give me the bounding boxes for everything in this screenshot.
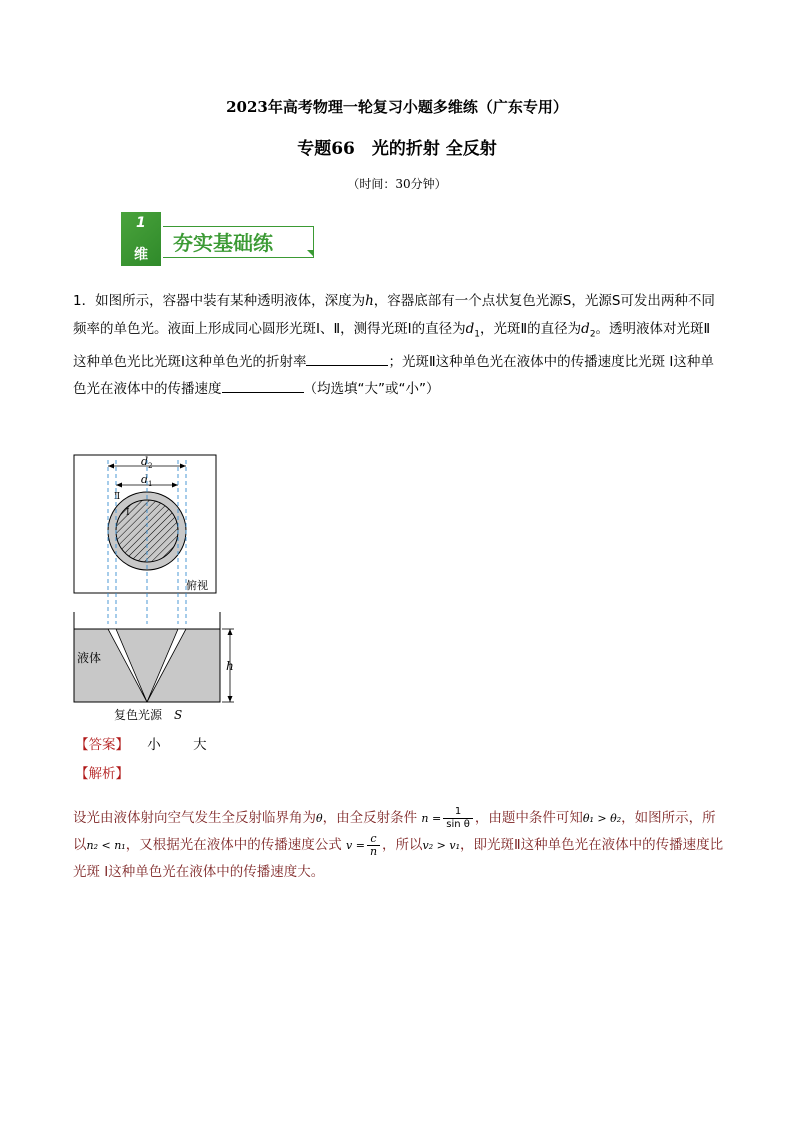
var-h: h [365, 293, 374, 309]
time-limit: （时间：30分钟） [347, 177, 447, 191]
analysis-text-segment: 设光由液体射向空气发生全反射临界角为 [73, 810, 316, 826]
analysis-text-segment: ，由全反射条件 [322, 810, 418, 826]
v-eq: v = [346, 839, 365, 852]
analysis-label: 【解析】 [75, 766, 129, 782]
answer-line [75, 733, 207, 753]
answer-label: 【答案】 [75, 737, 129, 753]
fraction-numerator: 1 [443, 806, 473, 819]
fraction-denominator: n [369, 844, 378, 858]
document-title: 2023年高考物理一轮复习小题多维练（广东专用） [226, 98, 568, 116]
liquid-body [74, 629, 220, 702]
answer-value-1: 小 [147, 737, 161, 753]
banner-wei: 维 [134, 247, 148, 263]
top-view-label: 俯视 [186, 579, 208, 592]
source-s-label: S [174, 708, 183, 722]
question-text: 。透明液体对光斑Ⅱ这种单色光比光斑Ⅰ这种单色光的折射率 [73, 320, 711, 370]
ii-label: Ⅱ [114, 492, 121, 502]
i-label: Ⅰ [126, 508, 130, 518]
question-text: ，容器底部有一个点状复色光源S，光源S可发出两种不同频率的单色光。液面上形成同心圆形光斑Ⅰ、Ⅱ，测得光斑Ⅰ的直径为 [73, 293, 715, 337]
d1-sub: 1 [148, 480, 153, 488]
liquid-label: 液体 [77, 651, 102, 665]
condition-n: n₂ < n₁ [86, 839, 126, 852]
analysis-text-segment: ，如图所示，所以 [73, 810, 716, 853]
answer-value-2: 大 [193, 737, 207, 753]
var-d1-sub: 1 [474, 329, 480, 340]
condition-v: v₂ > v₁ [422, 839, 460, 852]
n-eq: n = [421, 812, 442, 825]
d1-label: d [141, 473, 149, 486]
fraction-c-over-n [367, 833, 380, 858]
banner-number: 1 [136, 215, 146, 231]
answer-blank-1[interactable] [306, 351, 388, 366]
section-banner [121, 212, 321, 268]
h-label: h [226, 659, 234, 673]
fraction-1-over-sin [443, 806, 473, 831]
question-text: ，光斑Ⅱ的直径为 [480, 320, 582, 337]
banner-label: 夯实基础练 [173, 231, 273, 255]
optics-figure [70, 452, 240, 728]
d2-sub: 2 [148, 462, 153, 470]
question-text: ；光斑Ⅱ这种单色光在液体中的传播速度比光斑 Ⅰ这种单色光在液体中的传播速度 [73, 353, 714, 398]
fraction-denominator: sin θ [446, 818, 470, 830]
var-d2-sub: 2 [589, 329, 596, 340]
question-text: 1．如图所示，容器中装有某种透明液体，深度为 [73, 293, 366, 309]
fraction-numerator: c [367, 833, 380, 846]
document-subtitle: 专题66 光的折射 全反射 [297, 139, 497, 159]
theta-symbol: θ [316, 812, 323, 825]
analysis-text-segment: ，又根据光在液体中的传播速度公式 [125, 837, 342, 853]
banner-tag [121, 212, 161, 266]
question-1 [73, 288, 723, 404]
answer-blank-2[interactable] [222, 378, 304, 393]
var-d2: d [581, 320, 590, 337]
d2-label: d [141, 455, 149, 468]
condition-theta: θ₁ > θ₂ [582, 812, 622, 825]
banner-corner [307, 250, 314, 257]
var-d1: d [465, 320, 475, 337]
analysis-text [73, 805, 728, 885]
analysis-text-segment: ，由题中条件可知 [474, 810, 583, 826]
source-label: 复色光源 [114, 708, 163, 722]
analysis-text-segment: ，即光斑Ⅱ这种单色光在液体中的传播速度比光斑 Ⅰ这种单色光在液体中的传播速度大。 [73, 837, 724, 880]
question-text: （均选填“大”或“小”） [303, 381, 440, 398]
analysis-text-segment: ，所以 [382, 837, 423, 853]
